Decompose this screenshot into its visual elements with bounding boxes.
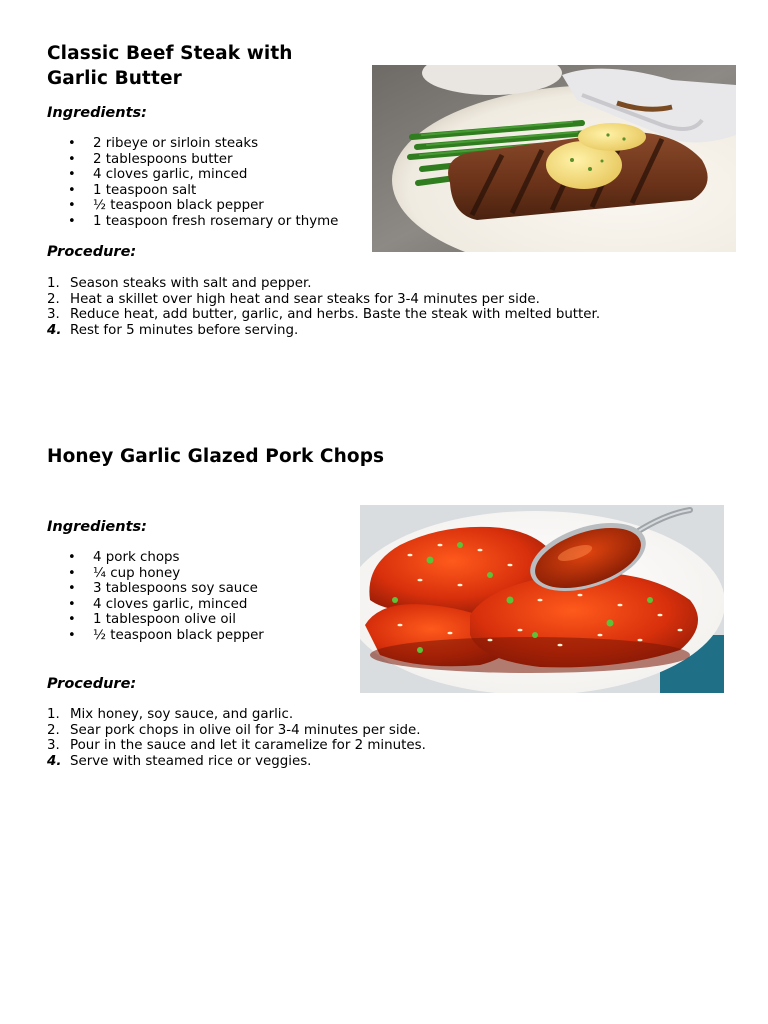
bullet: •	[68, 627, 76, 643]
bullet: •	[68, 565, 76, 581]
ingredients-list	[0, 136, 338, 229]
procedure-step	[0, 292, 600, 308]
bullet: •	[68, 596, 76, 612]
step-text: Season steaks with salt and pepper.	[70, 276, 312, 291]
pork-chops-photo	[360, 505, 724, 693]
bullet: •	[68, 612, 76, 627]
step-text: Sear pork chops in olive oil for 3-4 minutes per side.	[70, 722, 421, 738]
step-text: Pour in the sauce and let it caramelize for 2 minutes.	[70, 738, 426, 753]
step-number: 3.	[47, 307, 60, 322]
procedure-step	[0, 323, 600, 339]
ingredient-text: ¼ cup honey	[93, 565, 181, 581]
recipe-title-line-2: Garlic Butter	[47, 68, 182, 89]
procedure-heading: Procedure:	[47, 676, 137, 692]
bullet: •	[68, 167, 76, 182]
bullet: •	[68, 182, 76, 198]
procedure-step	[0, 276, 600, 292]
list-item	[0, 628, 264, 644]
list-item	[0, 550, 264, 566]
ingredient-text: 1 teaspoon fresh rosemary or thyme	[93, 213, 339, 229]
procedure-step	[0, 707, 426, 723]
ingredient-text: 2 tablespoons butter	[93, 151, 233, 167]
step-number: 2.	[47, 722, 60, 738]
list-item	[0, 152, 338, 168]
ingredient-text: 4 cloves garlic, minced	[93, 167, 248, 182]
procedure-step	[0, 754, 426, 770]
list-item	[0, 597, 264, 613]
list-item	[0, 612, 264, 628]
ingredient-text: ½ teaspoon black pepper	[93, 198, 264, 213]
procedure-list	[0, 276, 600, 338]
list-item	[0, 136, 338, 152]
recipe-title	[47, 41, 293, 91]
ingredient-text: 1 teaspoon salt	[93, 182, 197, 198]
ingredients-list	[0, 550, 264, 643]
step-text: Serve with steamed rice or veggies.	[70, 753, 312, 769]
bullet: •	[68, 213, 76, 229]
bullet: •	[68, 581, 76, 596]
step-number: 1.	[47, 707, 60, 722]
ingredients-heading: Ingredients:	[47, 105, 147, 121]
bullet: •	[68, 136, 76, 151]
ingredient-text: 4 cloves garlic, minced	[93, 596, 248, 612]
list-item	[0, 214, 338, 230]
step-number: 1.	[47, 276, 60, 291]
list-item	[0, 581, 264, 597]
ingredient-text: 3 tablespoons soy sauce	[93, 581, 258, 596]
procedure-list	[0, 707, 426, 769]
bullet: •	[68, 198, 76, 213]
step-text: Rest for 5 minutes before serving.	[70, 322, 299, 338]
recipe-title: Honey Garlic Glazed Pork Chops	[47, 446, 385, 467]
ingredient-text: 1 tablespoon olive oil	[93, 612, 236, 627]
bullet: •	[68, 151, 76, 167]
list-item	[0, 198, 338, 214]
step-number: 2.	[47, 291, 60, 307]
procedure-step	[0, 723, 426, 739]
step-text: Mix honey, soy sauce, and garlic.	[70, 707, 294, 722]
list-item	[0, 566, 264, 582]
ingredient-text: 2 ribeye or sirloin steaks	[93, 136, 259, 151]
recipe-title-line-1: Classic Beef Steak with	[47, 43, 293, 64]
step-text: Reduce heat, add butter, garlic, and herbs. Baste the steak with melted butter.	[70, 307, 601, 322]
step-number: 4.	[47, 753, 62, 769]
step-text: Heat a skillet over high heat and sear steaks for 3-4 minutes per side.	[70, 291, 540, 307]
list-item	[0, 183, 338, 199]
list-item	[0, 167, 338, 183]
ingredient-text: 4 pork chops	[93, 550, 180, 565]
procedure-step	[0, 738, 426, 754]
procedure-heading: Procedure:	[47, 244, 137, 260]
step-number: 3.	[47, 738, 60, 753]
ingredient-text: ½ teaspoon black pepper	[93, 627, 264, 643]
bullet: •	[68, 550, 76, 565]
procedure-step	[0, 307, 600, 323]
steak-photo	[372, 65, 736, 252]
step-number: 4.	[47, 322, 62, 338]
ingredients-heading: Ingredients:	[47, 519, 147, 535]
